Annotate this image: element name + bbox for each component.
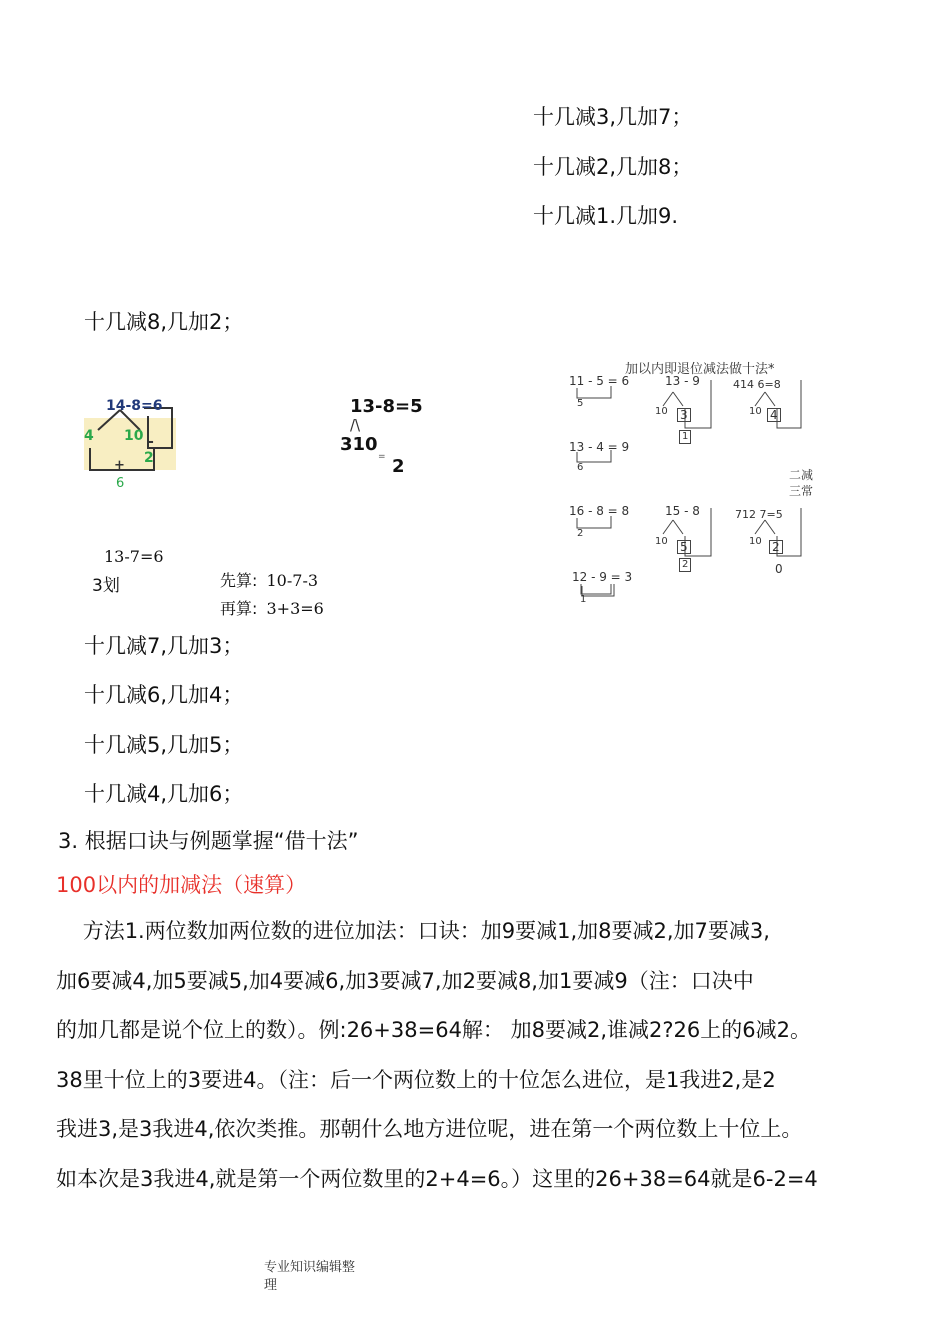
figure-13-8-small-mark: = [378,452,386,462]
grid-eq-16-8: 16 - 8 = 8 [569,504,630,518]
grid-sub-13-4: 6 [577,462,584,473]
figure-14-8-part-c: 2 [144,450,154,466]
grid-box-12-7: 2 [769,540,783,554]
figure-14-8-part-b: 10 [124,428,144,444]
grid-bottom-12-7: 0 [775,562,783,576]
figure-13-8-split: 310 [340,434,378,455]
figure-13-8 [340,396,430,477]
figure-13-7-equation: 13-7=6 [104,547,164,566]
method-1-paragraph [56,907,916,1204]
rule-line-3-7: 十几减3,几加7； [533,105,693,129]
paragraph-line: 如本次是3我进4,就是第一个两位数里的2+4=6。）这里的26+38=64就是6-2=4 [56,1166,818,1191]
second-step-label: 再算: [220,599,258,618]
paragraph-line: 方法1.两位数加两位数的进位加法：口诀：加9要减1,加8要减2,加7要减3, [56,919,770,943]
paragraph-line: 的加几都是说个位上的数）。例:26+38=64解： 加8要减2,谁减2?26上的6减2。 [56,1018,811,1042]
rule-line-5-5: 十几减5,几加5； [84,733,244,757]
rule-line-1-9-clipped [533,200,679,228]
paragraph-line: 我进3,是3我进4,依次类推。那朝什么地方进位呢，进在第一个两位数上十位上。 [56,1117,803,1141]
item-3-heading: 3. 根据口诀与例题掌握“借十法” [58,829,359,853]
paragraph-line: 加6要减4,加5要减5,加4要减6,加3要减7,加2要减8,加1要减9（注：口决中 [56,968,754,993]
grid-ten-14-6: 10 [749,406,762,417]
grid-ten-13-9: 10 [655,406,668,417]
figure-13-7-second-step [220,596,324,619]
figure-grid-extra [568,568,658,608]
figure-13-8-branch: /\ [350,416,361,434]
rule-line-2-8: 十几减2,几加8； [533,155,693,179]
rule-line-8-2: 十几减8,几加2； [84,310,244,334]
figure-borrow-ten-grid [565,358,825,574]
rule-line-7-3: 十几减7,几加3； [84,634,244,658]
rule-line-1-9: 十几减1.几加9. [533,204,679,228]
grid-side-label-2: 三常 [789,484,814,498]
figure-14-8-bottom: 6 [116,476,125,491]
figure-13-7-first-step [220,568,318,591]
figure-13-8-remainder: 2 [392,456,405,477]
grid-box-14-6: 4 [767,408,781,422]
second-step-value: 3+3=6 [266,599,324,618]
rule-line-4-6: 十几减4,几加6； [84,782,244,806]
grid-eq-13-4: 13 - 4 = 9 [569,440,630,454]
grid-box-15-8-b: 2 [679,558,691,572]
first-step-label: 先算: [220,571,258,590]
section-title-red: 100以内的加减法（速算） [56,873,307,897]
grid-sub-11-5: 5 [577,398,584,409]
grid-eq-11-5: 11 - 5 = 6 [569,374,630,388]
grid-eq-12-9: 12 - 9 = 3 [572,570,633,584]
grid-eq-13-9: 13 - 9 [665,374,700,388]
figure-grid-lines [565,358,825,574]
grid-box-13-9-a: 3 [677,408,691,422]
figure-13-8-equation: 13-8=5 [350,396,423,417]
rule-line-6-4: 十几减6,几加4； [84,683,244,707]
figure-14-8 [84,396,180,491]
paragraph-line: 38里十位上的3要进4。（注：后一个两位数上的十位怎么进位，是1我进2,是2 [56,1067,776,1092]
grid-eq-12-7: 712 7=5 [735,508,783,521]
grid-box-13-9-b: 1 [679,430,691,444]
figure-14-8-part-a: 4 [84,428,94,444]
grid-eq-15-8: 15 - 8 [665,504,700,518]
figure-14-8-plus: + [114,458,125,473]
grid-ten-15-8: 10 [655,536,668,547]
figure-grid-title: 加以内即退位减法做十法* [625,362,775,377]
first-step-value: 10-7-3 [266,571,319,590]
grid-ten-12-7: 10 [749,536,762,547]
figure-14-8-minus: - [148,434,154,450]
figure-13-7-label: 3划 [92,576,120,596]
grid-eq-14-6: 414 6=8 [733,378,781,391]
footer-line-1: 专业知识编辑整 [264,1260,356,1275]
grid-sub-12-9: 1 [580,594,587,605]
figure-14-8-equation: 14-8=6 [106,398,163,414]
grid-box-15-8-a: 5 [677,540,691,554]
grid-side-label-1: 二减 [789,468,814,482]
grid-sub-16-8: 2 [577,528,584,539]
footer-line-2: 理 [264,1278,278,1293]
